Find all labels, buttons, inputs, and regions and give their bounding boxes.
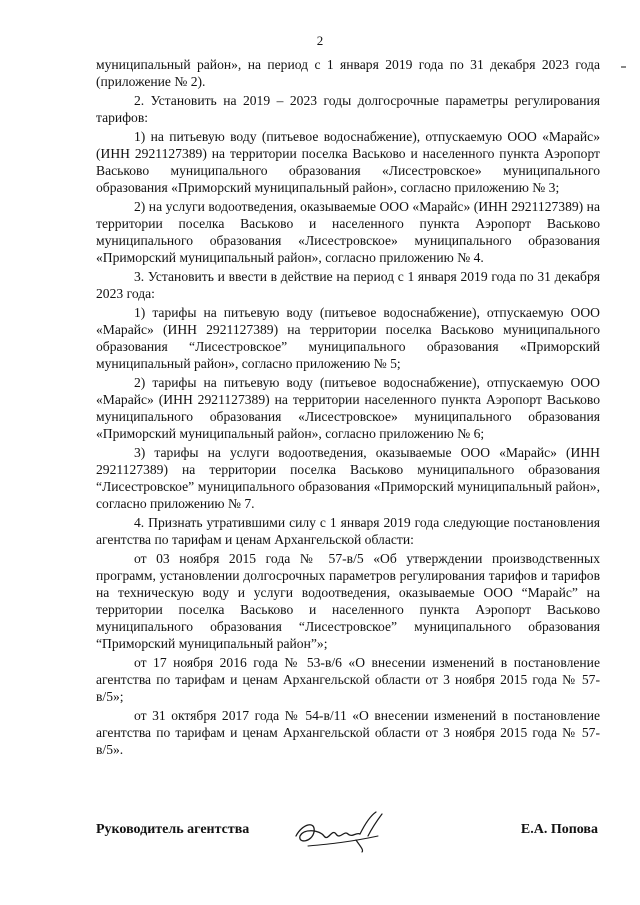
paragraph-item-3-3: 3) тарифы на услуги водоотведения, оказываемые ООО «Марайс» (ИНН 2921127389) на территории поселка Васьково муниципального образования “Лисестровское” муниципального образования «Приморский муниципальный район», согласно приложению № 7. — [96, 445, 600, 511]
paragraph-item-2-1: 1) на питьевую воду (питьевое водоснабжение), отпускаемую ООО «Марайс» (ИНН 2921127389) на территории поселка Васьково и населенного пункта Аэропорт Васьково муниципального образования «Лисестровское» муниципального образования «Приморский муниципальный район», согласно приложению № 3; — [96, 129, 600, 195]
document-body — [96, 56, 600, 760]
paragraph-repeal-1: от 03 ноября 2015 года № 57-в/5 «Об утверждении производственных программ, установлении долгосрочных параметров регулирования тарифов и тарифов на техническую воду и услуги водоотведения, оказываемые ООО “Марайс” на территории поселка Васьково и населенного пункта Аэропорт Васьково муниципального образования “Лисестровское” муниципального образования “Приморский муниципальный район”»; — [96, 551, 600, 651]
signatory-name: Е.А. Попова — [520, 822, 598, 837]
signature-block — [96, 822, 600, 842]
paragraph-item-2: 2. Установить на 2019 – 2023 годы долгосрочные параметры регулирования тарифов: — [96, 93, 600, 125]
paragraph-item-3-2: 2) тарифы на питьевую воду (питьевое водоснабжение), отпускаемую ООО «Марайс» (ИНН 2921127389) на территории населенного пункта Аэропорт Васьково муниципального образования «Лисестровское» муниципального образования «Приморский муниципальный район», согласно приложению № 6; — [96, 375, 600, 441]
paragraph-item-4: 4. Признать утратившими силу с 1 января 2019 года следующие постановления агентства по тарифам и ценам Архангельской области: — [96, 515, 600, 547]
paragraph-continuation: муниципальный район», на период с 1 января 2019 года по 31 декабря 2023 года (приложение № 2). — [96, 57, 600, 89]
paragraph-item-3: 3. Установить и ввести в действие на период с 1 января 2019 года по 31 декабря 2023 года: — [96, 269, 600, 301]
paragraph-item-2-2: 2) на услуги водоотведения, оказываемые ООО «Марайс» (ИНН 2921127389) на территории поселка Васьково и населенного пункта Аэропорт Васьково муниципального образования «Лисестровское» муниципального образования «Приморский муниципальный район», согласно приложению № 4. — [96, 199, 600, 265]
page-number: 2 — [316, 33, 324, 48]
signatory-position: Руководитель агентства — [96, 822, 250, 837]
paragraph-repeal-2: от 17 ноября 2016 года № 53-в/6 «О внесении изменений в постановление агентства по тарифам и ценам Архангельской области от 3 ноября 2015 года № 57-в/5»; — [96, 655, 600, 704]
scan-mark — [621, 66, 626, 68]
paragraph-repeal-3: от 31 октября 2017 года № 54-в/11 «О внесении изменений в постановление агентства по тарифам и ценам Архангельской области от 3 ноября 2015 года № 57-в/5». — [96, 708, 600, 757]
paragraph-item-3-1: 1) тарифы на питьевую воду (питьевое водоснабжение), отпускаемую ООО «Марайс» (ИНН 2921127389) на территории поселка Васьково муниципального образования “Лисестровское” муниципального образования «Приморский муниципальный район», согласно приложению № 5; — [96, 305, 600, 371]
